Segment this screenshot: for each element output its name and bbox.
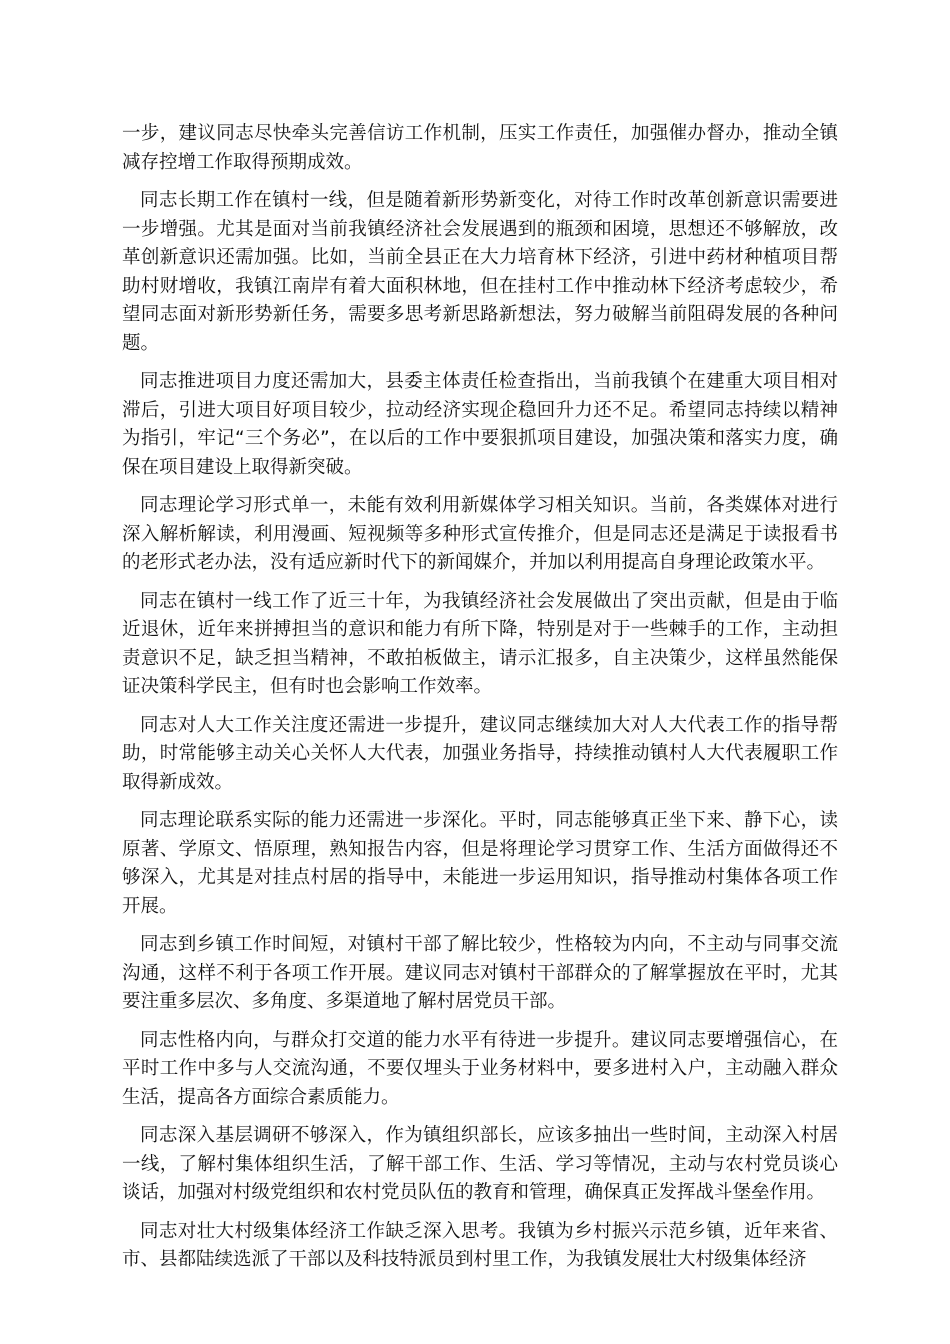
paragraph-personality: 同志性格内向，与群众打交道的能力水平有待进一步提升。建议同志要增强信心，在平时工作中多与人交流沟通，不要仅埋头于业务材料中，要多进村入户，主动融入群众生活，提高各方面综合素质能力。 (122, 1029, 838, 1108)
paragraph-grassroots-research: 同志深入基层调研不够深入，作为镇组织部长，应该多抽出一些时间，主动深入村居一线，了解村集体组织生活，了解干部工作、生活、学习等情况，主动与农村党员谈心谈话，加强对村级党组织和农村党员队伍的教育和管理，确保真正发挥战斗堡垒作用。 (122, 1125, 838, 1203)
paragraph-collective-economy: 同志对壮大村级集体经济工作缺乏深入思考。我镇为乡村振兴示范乡镇，近年来省、市、县都陆续选派了干部以及科技特派员到村里工作，为我镇发展壮大村级集体经济 (122, 1220, 838, 1270)
paragraph-theory-practice: 同志理论联系实际的能力还需进一步深化。平时，同志能够真正坐下来、静下心，读原著、学原文、悟原理，熟知报告内容，但是将理论学习贯穿工作、生活方面做得还不够深入，尤其是对挂点村居的指导中，未能进一步运用知识，指导推动村集体各项工作开展。 (122, 810, 838, 917)
paragraph-npc-work: 同志对人大工作关注度还需进一步提升，建议同志继续加大对人大代表工作的指导帮助，时常能够主动关心关怀人大代表，加强业务指导，持续推动镇村人大代表履职工作取得新成效。 (122, 714, 838, 793)
paragraph-responsibility: 同志在镇村一线工作了近三十年，为我镇经济社会发展做出了突出贡献，但是由于临近退休，近年来拼搏担当的意识和能力有所下降，特别是对于一些棘手的工作，主动担责意识不足，缺乏担当精神，不敢拍板做主，请示汇报多，自主决策少，这样虽然能保证决策科学民主，但有时也会影响工作效率。 (122, 590, 838, 697)
document-body (122, 120, 838, 1285)
paragraph-continuation: 一步，建议同志尽快牵头完善信访工作机制，压实工作责任，加强催办督办，推动全镇减存控增工作取得预期成效。 (122, 123, 838, 173)
paragraph-theory-study-form: 同志理论学习形式单一，未能有效利用新媒体学习相关知识。当前，各类媒体对进行深入解析解读，利用漫画、短视频等多种形式宣传推介，但是同志还是满足于读报看书的老形式老办法，没有适应新时代下的新闻媒介，并加以利用提高自身理论政策水平。 (122, 495, 838, 573)
paragraph-project-advancement: 同志推进项目力度还需加大，县委主体责任检查指出，当前我镇个在建重大项目相对滞后，引进大项目好项目较少，拉动经济实现企稳回升力还不足。希望同志持续以精神为指引，牢记“三个务必”，在以后的工作中要狠抓项目建设，加强决策和落实力度，确保在项目建设上取得新突破。 (122, 371, 838, 478)
paragraph-reform-innovation: 同志长期工作在镇村一线，但是随着新形势新变化，对待工作时改革创新意识需要进一步增强。尤其是面对当前我镇经济社会发展遇到的瓶颈和困境，思想还不够解放，改革创新意识还需加强。比如，当前全县正在大力培育林下经济，引进中药材种植项目帮助村财增收，我镇江南岸有着大面积林地，但在挂村工作中推动林下经济考虑较少，希望同志面对新形势新任务，需要多思考新思路新想法，努力破解当前阻碍发展的各种问题。 (122, 190, 838, 354)
paragraph-communication: 同志到乡镇工作时间短，对镇村干部了解比较少，性格较为内向，不主动与同事交流沟通，这样不利于各项工作开展。建议同志对镇村干部群众的了解掌握放在平时，尤其要注重多层次、多角度、多渠道地了解村居党员干部。 (122, 934, 838, 1012)
